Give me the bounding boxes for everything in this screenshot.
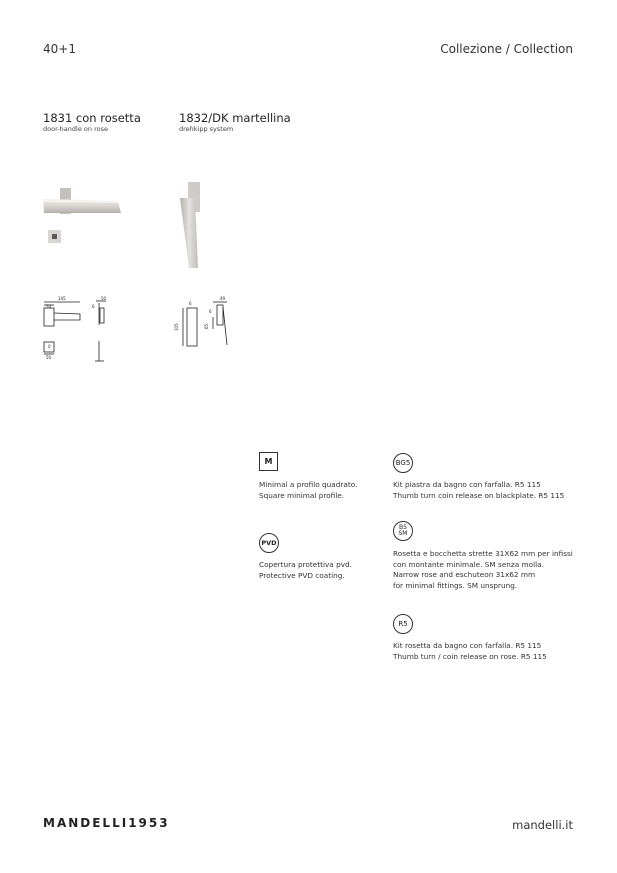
feature-pvd: [259, 533, 279, 553]
technical-drawing-1831: [40, 293, 120, 368]
feature-pvd-text: [259, 560, 352, 581]
product-1832: [179, 111, 291, 133]
desc-line: Kit rosetta da bagno con farfalla. R5 115: [393, 641, 542, 650]
brand-logo: MANDELLI1953: [43, 816, 170, 830]
feature-r5-text: [393, 641, 547, 662]
dim-50-side: 50: [101, 296, 107, 301]
dim-6-a: 6: [189, 301, 192, 306]
feature-r5: [393, 614, 413, 634]
symbol-top: B5: [399, 523, 407, 531]
product-title: 1832/DK martellina: [179, 111, 291, 125]
minimal-icon: M: [259, 452, 278, 471]
desc-line: Thumb turn / coin release on rose. R5 115: [393, 651, 547, 661]
feature-b5-sm-text: [393, 549, 573, 591]
window-handle-photo: [172, 180, 212, 272]
feature-minimal-text: [259, 480, 357, 501]
desc-line: Narrow rose and eschuteon 31x62 mm: [393, 570, 536, 580]
dim-50: 50: [46, 304, 52, 309]
desc-line: con montante minimale. SM senza molla.: [393, 559, 544, 569]
desc-line: Minimal a profilo quadrato.: [259, 480, 358, 489]
r5-icon: R5: [393, 614, 413, 634]
desc-line: Thumb turn coin release on blackplate. R5 115: [393, 490, 565, 500]
desc-line: Kit piastra da bagno con farfalla. R5 115: [393, 480, 541, 489]
desc-line: Rosetta e bocchetta strette 31X62 mm per infissi: [393, 549, 573, 558]
pvd-icon: PVD: [259, 533, 279, 553]
dim-145: 145: [58, 296, 66, 301]
bg5-icon: BG5: [393, 453, 413, 473]
dim-6-b: 6: [209, 309, 212, 314]
section-title: Collezione / Collection: [440, 42, 573, 56]
dim-0: 0: [48, 344, 51, 349]
product-1831: [43, 111, 141, 133]
dim-49: 49: [220, 296, 226, 301]
website-link[interactable]: mandelli.it: [512, 818, 573, 832]
technical-drawing-1832: [173, 293, 243, 353]
feature-bg5: [393, 453, 413, 473]
feature-minimal: [259, 452, 278, 471]
feature-bg5-text: [393, 480, 564, 501]
door-handle-photo: [40, 183, 130, 258]
desc-line: Square minimal profile.: [259, 490, 345, 500]
desc-line: Copertura protettiva pvd.: [259, 560, 353, 569]
dim-105: 105: [174, 323, 179, 331]
desc-line: Protective PVD coating.: [259, 570, 345, 580]
symbol-bottom: SM: [398, 530, 408, 537]
desc-line: for minimal fittings. SM unsprung.: [393, 580, 518, 590]
product-subtitle: door-handle on rose: [43, 125, 108, 133]
product-subtitle: drehkipp system: [179, 125, 234, 133]
product-title: 1831 con rosetta: [43, 111, 141, 125]
dim-50-key: 50: [46, 355, 52, 360]
dim-6: 6: [92, 304, 95, 309]
feature-b5-sm: [393, 521, 413, 541]
page-number: 40+1: [43, 42, 76, 56]
b5-sm-icon: [393, 521, 413, 541]
dim-65: 65: [204, 323, 209, 329]
